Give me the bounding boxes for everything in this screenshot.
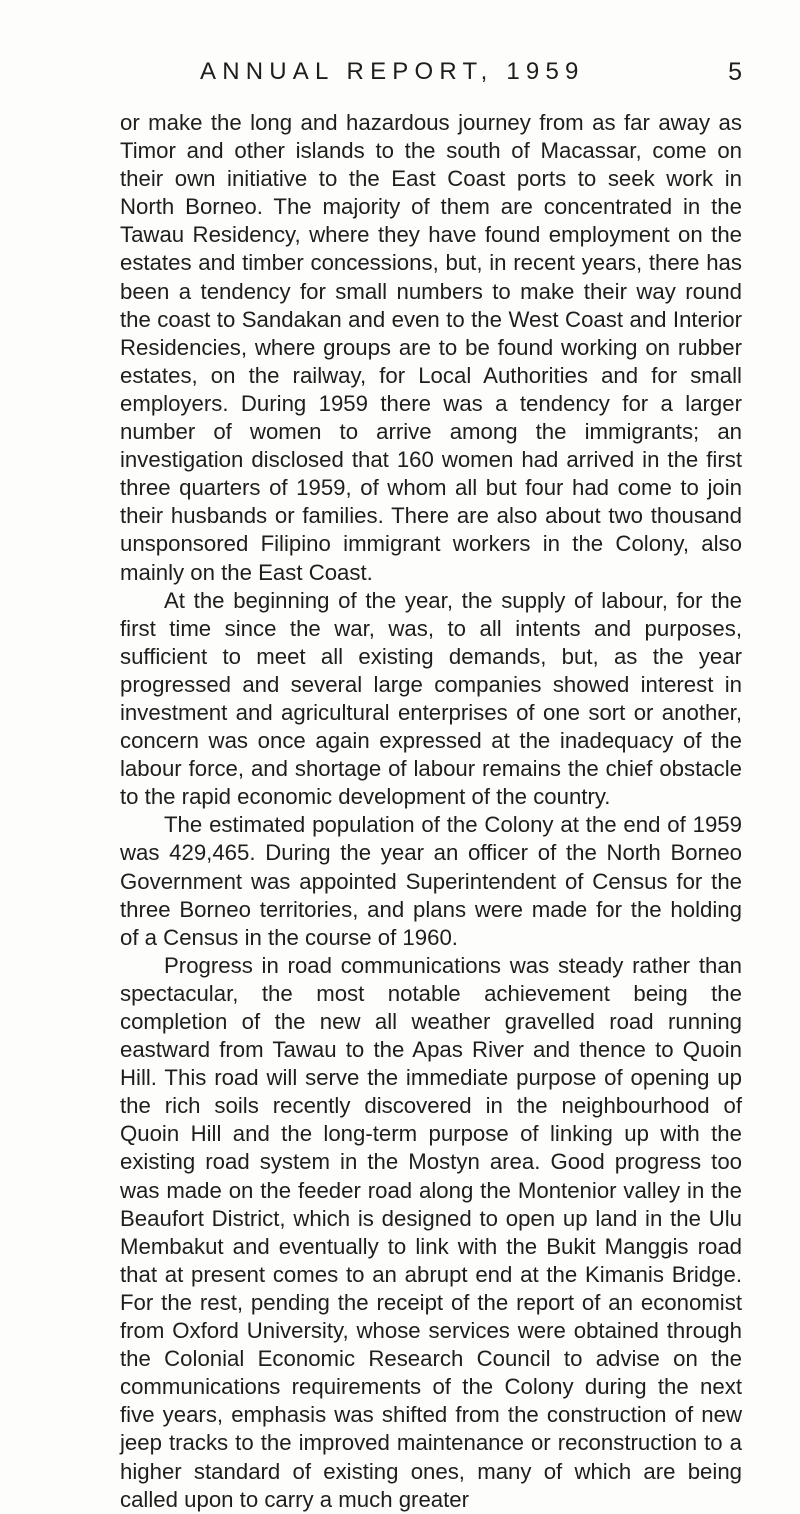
page-header xyxy=(120,52,742,92)
running-head: ANNUAL REPORT, 1959 xyxy=(200,58,585,85)
paragraph-road-communications: Progress in road communications was steady rather than spectacular, the most notable achievement being the completion of the new all weather gravelled road running eastward from Tawau to the Apas River and thence to Quoin Hill. This road will serve the immediate purpose of opening up the rich soils recently discovered in the neighbourhood of Quoin Hill and the long-term purpose of linking up with the existing road system in the Mostyn area. Good progress too was made on the feeder road along the Montenior valley in the Beaufort District, which is designed to open up land in the Ulu Membakut and eventually to link with the Bukit Manggis road that at present comes to an abrupt end at the Kimanis Bridge. For the rest, pending the receipt of the report of an economist from Oxford University, whose services were obtained through the Colonial Economic Research Council to advise on the communications requirements of the Colony during the next five years, emphasis was shifted from the construction of new jeep tracks to the improved maintenance or reconstruction to a higher standard of existing ones, many of which are being called upon to carry a much greater xyxy=(120,952,742,1512)
paragraph-continuation: or make the long and hazardous journey from as far away as Timor and other islands to the south of Macassar, come on their own initiative to the East Coast ports to seek work in North Borneo. The majority of them are concentrated in the Tawau Residency, where they have found employment on the estates and timber concessions, but, in recent years, there has been a tendency for small numbers to make their way round the coast to Sandakan and even to the West Coast and Interior Residencies, where groups are to be found working on rubber estates, on the railway, for Local Authorities and for small employers. During 1959 there was a tendency for a larger number of women to arrive among the immigrants; an investigation disclosed that 160 women had arrived in the first three quarters of 1959, of whom all but four had come to join their husbands or families. There are also about two thousand unsponsored Filipino immigrant workers in the Colony, also mainly on the East Coast. xyxy=(120,110,742,585)
paragraph-labour-supply: At the beginning of the year, the supply of labour, for the first time since the war, was, to all intents and purposes, sufficient to meet all existing demands, but, as the year progressed and several large companies showed interest in investment and agricultural enterprises of one sort or another, concern was once again expressed at the inadequacy of the labour force, and shortage of labour remains the chief obstacle to the rapid economic development of the country. xyxy=(120,587,742,810)
paragraph-population: The estimated population of the Colony at the end of 1959 was 429,465. During the year an officer of the North Borneo Government was appointed Superintendent of Census for the three Borneo territories, and plans were made for the holding of a Census in the course of 1960. xyxy=(120,812,742,950)
page-number: 5 xyxy=(728,58,742,86)
body-text xyxy=(120,109,742,1514)
